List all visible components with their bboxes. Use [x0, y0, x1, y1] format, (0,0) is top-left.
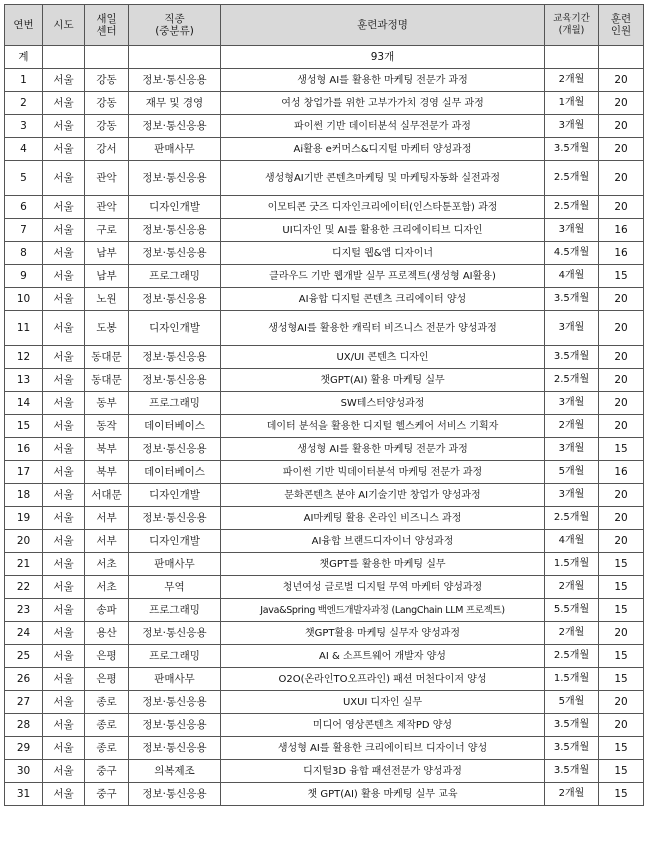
row-period: 3.5개월: [545, 737, 599, 760]
row-no: 27: [5, 691, 43, 714]
row-job: 프로그래밍: [129, 265, 221, 288]
row-period: 3.5개월: [545, 138, 599, 161]
row-title: 여성 창업가를 위한 고부가가치 경영 실무 과정: [221, 92, 545, 115]
header-no-label: 연번: [13, 19, 34, 31]
row-sido: 서울: [43, 311, 85, 346]
row-period: 2개월: [545, 576, 599, 599]
row-job: 프로그래밍: [129, 392, 221, 415]
row-center: 남부: [85, 265, 129, 288]
row-count: 16: [599, 242, 644, 265]
row-period: 5개월: [545, 691, 599, 714]
row-period: 5개월: [545, 461, 599, 484]
row-title: 문화콘텐츠 분야 AI기술기반 창업가 양성과정: [221, 484, 545, 507]
row-job: 정보·통신응용: [129, 69, 221, 92]
row-job: 재무 및 경영: [129, 92, 221, 115]
header-title-label: 훈련과정명: [357, 19, 408, 31]
row-period: 1개월: [545, 92, 599, 115]
row-period: 2개월: [545, 69, 599, 92]
total-row: [5, 46, 644, 69]
row-no: 28: [5, 714, 43, 737]
row-job: 정보·통신응용: [129, 737, 221, 760]
row-sido: 서울: [43, 242, 85, 265]
row-no: 11: [5, 311, 43, 346]
total-label: 계: [5, 46, 43, 69]
row-sido: 서울: [43, 760, 85, 783]
total-empty-3: [129, 46, 221, 69]
row-center: 중구: [85, 760, 129, 783]
row-count: 20: [599, 530, 644, 553]
row-title: 챗 GPT(AI) 활용 마케팅 실무 교육: [221, 783, 545, 806]
row-title: AI융합 브랜드디자이너 양성과정: [221, 530, 545, 553]
row-center: 도봉: [85, 311, 129, 346]
row-center: 송파: [85, 599, 129, 622]
row-job: 데이터베이스: [129, 415, 221, 438]
table-row: [5, 415, 644, 438]
row-no: 13: [5, 369, 43, 392]
row-sido: 서울: [43, 599, 85, 622]
row-center: 남부: [85, 242, 129, 265]
row-title: AI & 소프트웨어 개발자 양성: [221, 645, 545, 668]
row-period: 1.5개월: [545, 668, 599, 691]
row-center: 서부: [85, 507, 129, 530]
course-table-wrapper: [4, 4, 644, 806]
row-center: 서부: [85, 530, 129, 553]
row-job: 정보·통신응용: [129, 507, 221, 530]
row-title: AI융합 디지털 콘텐츠 크리에이터 양성: [221, 288, 545, 311]
row-job: 디자인개발: [129, 196, 221, 219]
total-empty-2: [85, 46, 129, 69]
row-center: 관악: [85, 196, 129, 219]
row-count: 20: [599, 622, 644, 645]
row-title: 생성형AI기반 콘텐츠마케팅 및 마케팅자동화 실전과정: [221, 161, 545, 196]
row-job: 정보·통신응용: [129, 115, 221, 138]
table-row: [5, 288, 644, 311]
row-no: 31: [5, 783, 43, 806]
row-job: 디자인개발: [129, 484, 221, 507]
table-row: [5, 599, 644, 622]
row-no: 29: [5, 737, 43, 760]
row-center: 종로: [85, 737, 129, 760]
row-sido: 서울: [43, 530, 85, 553]
row-period: 1.5개월: [545, 553, 599, 576]
row-no: 26: [5, 668, 43, 691]
row-job: 데이터베이스: [129, 461, 221, 484]
row-job: 정보·통신응용: [129, 438, 221, 461]
row-center: 강동: [85, 69, 129, 92]
row-period: 3.5개월: [545, 288, 599, 311]
header-center-label: 새일 센터: [96, 13, 117, 37]
total-count: 93개: [221, 46, 545, 69]
row-no: 20: [5, 530, 43, 553]
table-row: [5, 622, 644, 645]
course-table: [4, 4, 644, 806]
row-job: 무역: [129, 576, 221, 599]
row-count: 20: [599, 161, 644, 196]
header-period-label: 교육기간 (개월): [553, 13, 590, 36]
row-center: 중구: [85, 783, 129, 806]
row-job: 판매사무: [129, 553, 221, 576]
row-no: 17: [5, 461, 43, 484]
table-row: [5, 219, 644, 242]
row-center: 동대문: [85, 369, 129, 392]
row-count: 16: [599, 461, 644, 484]
row-sido: 서울: [43, 392, 85, 415]
row-title: 챗GPT를 활용한 마케팅 실무: [221, 553, 545, 576]
row-period: 3개월: [545, 115, 599, 138]
row-title: 생성형 AI를 활용한 마케팅 전문가 과정: [221, 438, 545, 461]
table-row: [5, 760, 644, 783]
row-job: 디자인개발: [129, 311, 221, 346]
row-count: 15: [599, 576, 644, 599]
row-no: 4: [5, 138, 43, 161]
row-title: SW테스터양성과정: [221, 392, 545, 415]
row-count: 20: [599, 484, 644, 507]
row-count: 20: [599, 92, 644, 115]
row-sido: 서울: [43, 115, 85, 138]
row-job: 정보·통신응용: [129, 161, 221, 196]
row-sido: 서울: [43, 69, 85, 92]
row-title: 챗GPT활용 마케팅 실무자 양성과정: [221, 622, 545, 645]
table-row: [5, 196, 644, 219]
row-no: 23: [5, 599, 43, 622]
row-count: 20: [599, 415, 644, 438]
row-count: 15: [599, 599, 644, 622]
row-job: 정보·통신응용: [129, 242, 221, 265]
row-job: 정보·통신응용: [129, 714, 221, 737]
row-sido: 서울: [43, 691, 85, 714]
row-no: 6: [5, 196, 43, 219]
row-sido: 서울: [43, 288, 85, 311]
row-period: 3.5개월: [545, 760, 599, 783]
row-center: 강서: [85, 138, 129, 161]
row-no: 16: [5, 438, 43, 461]
row-no: 7: [5, 219, 43, 242]
row-period: 2.5개월: [545, 161, 599, 196]
row-sido: 서울: [43, 645, 85, 668]
row-sido: 서울: [43, 161, 85, 196]
row-center: 강동: [85, 92, 129, 115]
row-center: 북부: [85, 438, 129, 461]
row-no: 25: [5, 645, 43, 668]
row-count: 20: [599, 138, 644, 161]
row-job: 프로그래밍: [129, 645, 221, 668]
row-count: 20: [599, 392, 644, 415]
row-sido: 서울: [43, 92, 85, 115]
row-center: 구로: [85, 219, 129, 242]
table-row: [5, 737, 644, 760]
header-sido: [43, 5, 85, 46]
row-title: UXUI 디자인 실무: [221, 691, 545, 714]
row-sido: 서울: [43, 219, 85, 242]
row-job: 정보·통신응용: [129, 288, 221, 311]
row-job: 정보·통신응용: [129, 346, 221, 369]
row-period: 3개월: [545, 392, 599, 415]
row-count: 15: [599, 438, 644, 461]
row-count: 20: [599, 691, 644, 714]
row-title: 미디어 영상콘텐츠 제작PD 양성: [221, 714, 545, 737]
row-count: 15: [599, 760, 644, 783]
row-period: 4.5개월: [545, 242, 599, 265]
header-job-label: 직종 (중분류): [155, 13, 194, 37]
row-center: 동대문: [85, 346, 129, 369]
table-row: [5, 461, 644, 484]
row-title: O2O(온라인TO오프라인) 패션 머천다이저 양성: [221, 668, 545, 691]
table-row: [5, 645, 644, 668]
table-row: [5, 69, 644, 92]
row-period: 3개월: [545, 219, 599, 242]
table-row: [5, 92, 644, 115]
row-no: 5: [5, 161, 43, 196]
row-no: 2: [5, 92, 43, 115]
table-row: [5, 553, 644, 576]
row-count: 20: [599, 311, 644, 346]
row-title: 이모티콘 굿즈 디자인크리에이터(인스타툰포함) 과정: [221, 196, 545, 219]
row-no: 21: [5, 553, 43, 576]
row-job: 정보·통신응용: [129, 369, 221, 392]
row-no: 24: [5, 622, 43, 645]
header-no: [5, 5, 43, 46]
row-sido: 서울: [43, 668, 85, 691]
row-sido: 서울: [43, 783, 85, 806]
row-period: 2.5개월: [545, 369, 599, 392]
row-no: 10: [5, 288, 43, 311]
table-row: [5, 783, 644, 806]
row-count: 20: [599, 69, 644, 92]
row-count: 15: [599, 553, 644, 576]
row-count: 20: [599, 196, 644, 219]
row-sido: 서울: [43, 369, 85, 392]
row-no: 30: [5, 760, 43, 783]
row-title: Java&Spring 백엔드개발자과정 (LangChain LLM 프로젝트): [221, 599, 545, 622]
header-title: [221, 5, 545, 46]
row-sido: 서울: [43, 714, 85, 737]
row-period: 2개월: [545, 783, 599, 806]
row-sido: 서울: [43, 461, 85, 484]
row-sido: 서울: [43, 553, 85, 576]
row-title: 디지털3D 융합 패션전문가 양성과정: [221, 760, 545, 783]
row-count: 20: [599, 115, 644, 138]
table-row: [5, 265, 644, 288]
row-count: 20: [599, 714, 644, 737]
header-center: [85, 5, 129, 46]
header-row: [5, 5, 644, 46]
table-row: [5, 576, 644, 599]
row-title: AI마케팅 활용 온라인 비즈니스 과정: [221, 507, 545, 530]
row-period: 2.5개월: [545, 196, 599, 219]
row-title: 생성형 AI를 활용한 크리에이티브 디자이너 양성: [221, 737, 545, 760]
row-title: UI디자인 및 AI를 활용한 크리에이티브 디자인: [221, 219, 545, 242]
table-row: [5, 691, 644, 714]
row-title: 파이썬 기반 데이터분석 실무전문가 과정: [221, 115, 545, 138]
header-count: [599, 5, 644, 46]
row-title: 데이터 분석을 활용한 디지털 헬스케어 서비스 기획자: [221, 415, 545, 438]
row-period: 5.5개월: [545, 599, 599, 622]
row-job: 판매사무: [129, 138, 221, 161]
row-period: 3.5개월: [545, 714, 599, 737]
row-job: 의복제조: [129, 760, 221, 783]
table-row: [5, 115, 644, 138]
row-period: 3개월: [545, 438, 599, 461]
table-row: [5, 668, 644, 691]
total-empty-5: [599, 46, 644, 69]
row-center: 서대문: [85, 484, 129, 507]
row-count: 15: [599, 265, 644, 288]
table-row: [5, 530, 644, 553]
table-row: [5, 369, 644, 392]
table-row: [5, 346, 644, 369]
row-no: 3: [5, 115, 43, 138]
header-sido-label: 시도: [53, 19, 74, 31]
row-sido: 서울: [43, 484, 85, 507]
row-center: 용산: [85, 622, 129, 645]
row-no: 14: [5, 392, 43, 415]
total-empty-1: [43, 46, 85, 69]
row-sido: 서울: [43, 138, 85, 161]
row-no: 15: [5, 415, 43, 438]
row-center: 은평: [85, 645, 129, 668]
row-center: 관악: [85, 161, 129, 196]
row-center: 은평: [85, 668, 129, 691]
row-title: 파이썬 기반 빅데이터분석 마케팅 전문가 과정: [221, 461, 545, 484]
header-count-label: 훈련 인원: [610, 13, 632, 37]
row-period: 2개월: [545, 415, 599, 438]
row-count: 15: [599, 668, 644, 691]
table-row: [5, 392, 644, 415]
header-job: [129, 5, 221, 46]
row-period: 3개월: [545, 484, 599, 507]
row-no: 1: [5, 69, 43, 92]
table-row: [5, 714, 644, 737]
row-center: 서초: [85, 553, 129, 576]
row-count: 20: [599, 346, 644, 369]
row-period: 3개월: [545, 311, 599, 346]
row-center: 종로: [85, 714, 129, 737]
row-job: 판매사무: [129, 668, 221, 691]
row-title: 디지털 웹&앱 디자이너: [221, 242, 545, 265]
row-title: 챗GPT(AI) 활용 마케팅 실무: [221, 369, 545, 392]
row-center: 동부: [85, 392, 129, 415]
row-job: 정보·통신응용: [129, 691, 221, 714]
table-row: [5, 161, 644, 196]
row-sido: 서울: [43, 507, 85, 530]
row-job: 프로그래밍: [129, 599, 221, 622]
table-row: [5, 484, 644, 507]
row-job: 디자인개발: [129, 530, 221, 553]
row-sido: 서울: [43, 576, 85, 599]
table-row: [5, 438, 644, 461]
row-sido: 서울: [43, 196, 85, 219]
row-sido: 서울: [43, 346, 85, 369]
row-title: 생성형 AI를 활용한 마케팅 전문가 과정: [221, 69, 545, 92]
table-row: [5, 242, 644, 265]
row-center: 종로: [85, 691, 129, 714]
total-empty-4: [545, 46, 599, 69]
header-period: [545, 5, 599, 46]
row-count: 15: [599, 737, 644, 760]
row-period: 4개월: [545, 530, 599, 553]
row-count: 20: [599, 288, 644, 311]
row-count: 15: [599, 645, 644, 668]
row-title: Ai활용 e커머스&디지털 마케터 양성과정: [221, 138, 545, 161]
row-count: 16: [599, 219, 644, 242]
row-sido: 서울: [43, 415, 85, 438]
row-center: 서초: [85, 576, 129, 599]
row-sido: 서울: [43, 438, 85, 461]
row-center: 동작: [85, 415, 129, 438]
row-title: 생성형AI를 활용한 캐릭터 비즈니스 전문가 양성과정: [221, 311, 545, 346]
row-no: 18: [5, 484, 43, 507]
row-no: 12: [5, 346, 43, 369]
row-count: 20: [599, 369, 644, 392]
row-center: 노원: [85, 288, 129, 311]
table-row: [5, 311, 644, 346]
row-title: 클라우드 기반 웹개발 실무 프로젝트(생성형 AI활용): [221, 265, 545, 288]
row-count: 15: [599, 783, 644, 806]
row-title: UX/UI 콘텐츠 디자인: [221, 346, 545, 369]
row-period: 2.5개월: [545, 507, 599, 530]
row-period: 3.5개월: [545, 346, 599, 369]
row-job: 정보·통신응용: [129, 622, 221, 645]
table-row: [5, 138, 644, 161]
row-count: 20: [599, 507, 644, 530]
row-sido: 서울: [43, 622, 85, 645]
row-center: 강동: [85, 115, 129, 138]
row-no: 9: [5, 265, 43, 288]
table-row: [5, 507, 644, 530]
row-job: 정보·통신응용: [129, 219, 221, 242]
row-no: 8: [5, 242, 43, 265]
row-period: 2개월: [545, 622, 599, 645]
row-period: 2.5개월: [545, 645, 599, 668]
row-no: 19: [5, 507, 43, 530]
row-title: 청년여성 글로벌 디지털 무역 마케터 양성과정: [221, 576, 545, 599]
row-sido: 서울: [43, 265, 85, 288]
row-no: 22: [5, 576, 43, 599]
row-center: 북부: [85, 461, 129, 484]
row-period: 4개월: [545, 265, 599, 288]
row-sido: 서울: [43, 737, 85, 760]
row-job: 정보·통신응용: [129, 783, 221, 806]
